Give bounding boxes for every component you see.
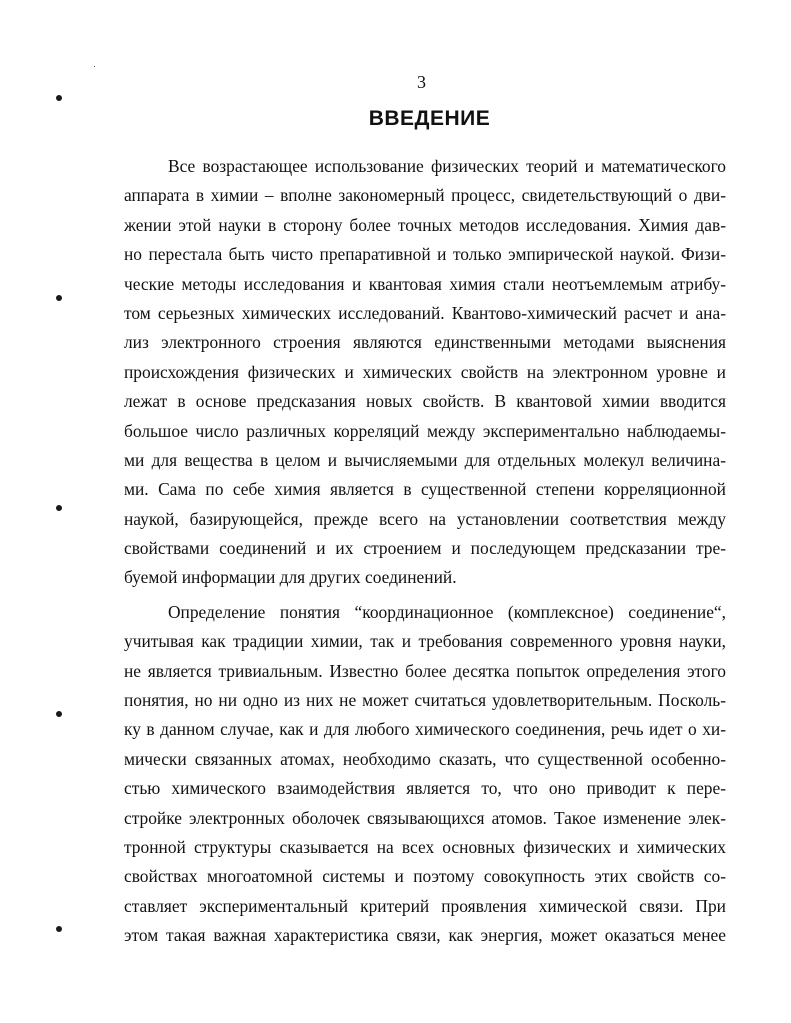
text-line: ми для вещества в целом и вычисляемыми для отдельных молекул величина- (124, 449, 726, 470)
text-line: тронной структуры сказывается на всех основных физических и химических (124, 836, 726, 857)
text-line: происхождения физических и химических свойств на электронном уровне и (124, 361, 726, 382)
text-line: ставляет экспериментальный критерий проявления химической связи. При (124, 895, 726, 916)
body-text (124, 152, 726, 951)
text-line: ческие методы исследования и квантовая химия стали неотъемлемым атрибу- (124, 273, 726, 294)
text-line: свойствами соединений и их строением и последующем предсказании тре- (124, 538, 726, 559)
text-line: буемой информации для других соединений. (124, 567, 457, 588)
text-line: не является тривиальным. Известно более десятка попыток определения этого (124, 660, 726, 681)
text-line: том серьезных химических исследований. Квантово-химический расчет и ана- (124, 302, 726, 323)
binding-hole-mark (56, 295, 62, 301)
paragraph-1 (124, 152, 726, 593)
page-number: 3 (417, 72, 426, 92)
text-line: но перестала быть чисто препаративной и только эмпирической наукой. Физи- (124, 244, 726, 265)
text-line: свойствах многоатомной системы и поэтому совокупность этих свойств со- (124, 866, 726, 887)
binding-hole-mark (56, 926, 62, 932)
binding-hole-mark (56, 711, 62, 717)
text-line: учитывая как традиции химии, так и требования современного уровня науки, (124, 631, 726, 652)
text-line: Все возрастающее использование физических теорий и математического (168, 156, 726, 176)
text-line: наукой, базирующейся, прежде всего на установлении соответствия между (124, 508, 726, 529)
text-line: лежат в основе предсказания новых свойств. В квантовой химии вводится (124, 391, 726, 412)
text-line: ми. Сама по себе химия является в существенной степени корреляционной (124, 479, 726, 500)
text-line: ку в данном случае, как и для любого химического соединения, речь идет о хи- (124, 719, 726, 740)
scan-speck (94, 66, 95, 67)
text-line: жении этой науки в сторону более точных методов исследования. Химия дав- (124, 214, 726, 235)
binding-hole-mark (56, 95, 62, 101)
text-line: стью химического взаимодействия является то, что оно приводит к пере- (124, 778, 726, 799)
text-line: этом такая важная характеристика связи, как энергия, может оказаться менее (124, 925, 726, 946)
text-line: мически связанных атомах, необходимо сказать, что существенной особенно- (124, 748, 726, 769)
text-line: аппарата в химии – вполне закономерный процесс, свидетельствующий о дви- (124, 185, 726, 206)
paragraph-2 (124, 598, 726, 951)
section-heading: ВВЕДЕНИЕ (368, 107, 491, 130)
binding-hole-mark (56, 505, 62, 511)
text-line: Определение понятия “координационное (комплексное) соединение“, (168, 601, 726, 622)
text-line: большое число различных корреляций между экспериментально наблюдаемы- (124, 420, 726, 441)
text-line: стройке электронных оболочек связывающихся атомов. Такое изменение элек- (124, 807, 726, 828)
text-line: понятия, но ни одно из них не может считаться удовлетворительным. Посколь- (124, 690, 726, 711)
text-line: лиз электронного строения являются единственными методами выяснения (124, 332, 726, 353)
